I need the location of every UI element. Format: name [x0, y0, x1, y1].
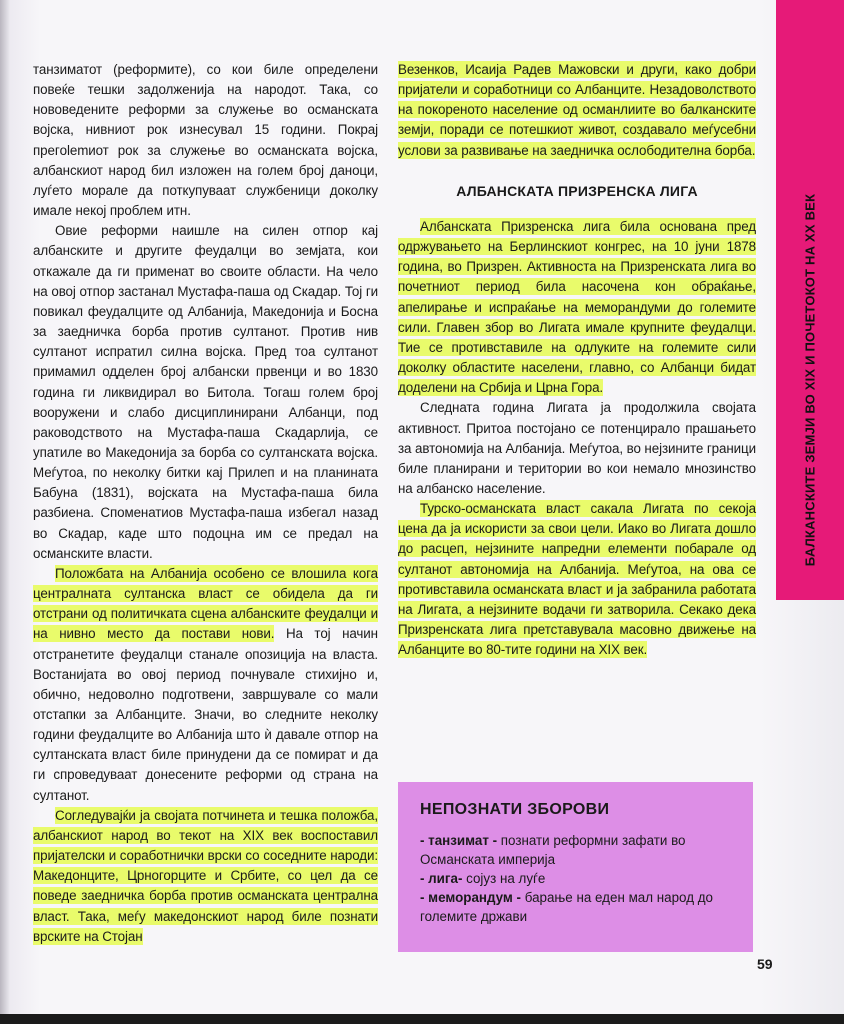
- paragraph-continuation: [398, 60, 756, 161]
- page-binding-shadow: [0, 0, 10, 1024]
- vocabulary-box: [398, 782, 753, 952]
- left-text-column: [33, 60, 378, 947]
- paragraph-text: танзиматот (реформите), со кои биле определени повеќе тешки задолженија на народот. Така, со нововедените реформи за служење во османската војска, нивниот рок изнесувал 15 години. Покрај прегolemиот рок за служење во османската војска, албанскиот народ бил изложен на голем број даноци, луѓето морале да поткупуваат службеници доколку имале некој проблем итн.: [33, 62, 378, 219]
- vocabulary-item: [420, 869, 739, 888]
- highlighted-text: Албанската Призренска лига била основана пред одржувањето на Берлинскиот конгрес, на 10 јуни 1878 година, во Призрен. Активноста на Призренската лига во почетниот период била насочена кон обраќање, апелирање и испраќање на меморандуми до големите сили. Главен збор во Лигата имале крупните феудалци. Тие се противставиле на одлуките на големите сили доколку областите населени, главно, со Албанци бидат доделени на Србија и Црна Гора.: [398, 218, 756, 396]
- paragraph-league-founded: [398, 217, 756, 398]
- paragraph-alliances: [33, 806, 378, 947]
- page-bottom-edge: [0, 1014, 844, 1024]
- highlighted-text: Положбата на Албанија особено се влошила кога централната султанска власт се обидела да ги отстрани од политичката сцена албанските феудалци и на нивно место да постави нови.: [33, 565, 378, 642]
- vocabulary-term: - танзимат -: [420, 833, 498, 848]
- paragraph-text: Овие реформи наишле на силен отпор кај албанските и другите феудалци во земјата, кои откажале да ги применат во своите области. На чело на овој отпор застанал Мустафа-паша од Скадар. Тој ги повикал феудалците од Албанија, Македонија и Босна за заедничка борба против султанот. Против нив султанот испратил силна војска. Пред тоа султанот примамил одделен број албански првенци и во 1830 година ги ликвидирал во Битола. Тогаш голем број вооружени и слабо дисциплинирани Албанци, под раководството на Мустафа-паша Скадарлија, се упатиле во Македонија за борба со султанската војска. Меѓутоа, по неколку битки кај Прилеп и на планината Бабуна (1831), војската на Мустафа-паша била разбиена. Споменатиов Мустафа-паша избегал назад во Скадар, каде што подоцна им се предал на османските власти.: [33, 223, 378, 561]
- chapter-side-tab-label: БАЛКАНСКИТЕ ЗЕМЈИ ВО XIX И ПОЧЕТОКОТ НА XX ВЕК: [802, 193, 818, 567]
- vocabulary-title: НЕПОЗНАТИ ЗБОРОВИ: [420, 801, 610, 818]
- vocabulary-item: [420, 831, 739, 869]
- section-heading: АЛБАНСКАТА ПРИЗРЕНСКА ЛИГА: [456, 182, 698, 199]
- paragraph-text: Следната година Лигата ја продолжила својата активност. Притоа постојано се потенцирало прашањето за автономија на Албанија. Меѓутоа, во нејзините граници биле планирани и територии во кои немало мнозинство на албанско население.: [398, 400, 756, 496]
- highlighted-text: Турско-османската власт сакала Лигата по секоја цена да ја искористи за свои цели. Иако во Лигата дошло до расцеп, нејзините напредни елементи побарале од султанот автономија на Албанија. Меѓутоа, на ова се противставила османската власт и ја забранила работата на Лигата, а нејзините водачи ги затворила. Секако дека Призренската лига претставувала масовно движење на Албанците во 80-тите години на XIX век.: [398, 501, 756, 658]
- vocabulary-term: - лига-: [420, 871, 463, 886]
- vocabulary-definition: сојуз на луѓе: [462, 871, 546, 886]
- paragraph-tanzimat: [33, 60, 378, 221]
- vocabulary-term: - меморандум -: [420, 890, 521, 905]
- vocabulary-item: [420, 888, 739, 926]
- vocabulary-definition: познати реформни зафати во Османската империја: [420, 833, 686, 867]
- paragraph-league-split: [398, 499, 756, 660]
- highlighted-text: Согледувајќи ја својата потчинета и тешка положба, албанскиот народ во текот на XIX век воспоставил пријателски и соработнички врски со соседните народи: Македонците, Црногорците и Србите, со цел да се поведе заедничка борба против османската централна власт. Така, меѓу македонскиот народ биле познати врските на Стојан: [33, 807, 378, 944]
- paragraph-text: На тој начин отстранетите феудалци станале опозиција на власта. Востанијата во овој период почнувале стихијно и, обично, недоволно подготвени, завршувале со мали отстапки за Албанците. Значи, во следните неколку години феудалците во Албанија што ѝ давале отпор на султанската власт биле принудени да се помират и да ги спроведуваат донесените реформи од страна на султанот.: [33, 626, 378, 803]
- right-text-column: [398, 60, 756, 660]
- vocabulary-definition: барање на еден мал народ до големите држави: [420, 890, 713, 924]
- highlighted-text: Везенков, Исаија Радев Мажовски и други, како добри пријатели и соработници со Албанците. Незадоволството на покореното население од османлиите во балканските земји, поради се потешкиот живот, создавало меѓусебни услови за развивање на заедничка ослободителна борба.: [398, 62, 756, 158]
- paragraph-albania-situation: [33, 564, 378, 806]
- paragraph-resistance: [33, 221, 378, 564]
- paragraph-league-activity: [398, 398, 756, 499]
- page-number: 59: [757, 956, 773, 972]
